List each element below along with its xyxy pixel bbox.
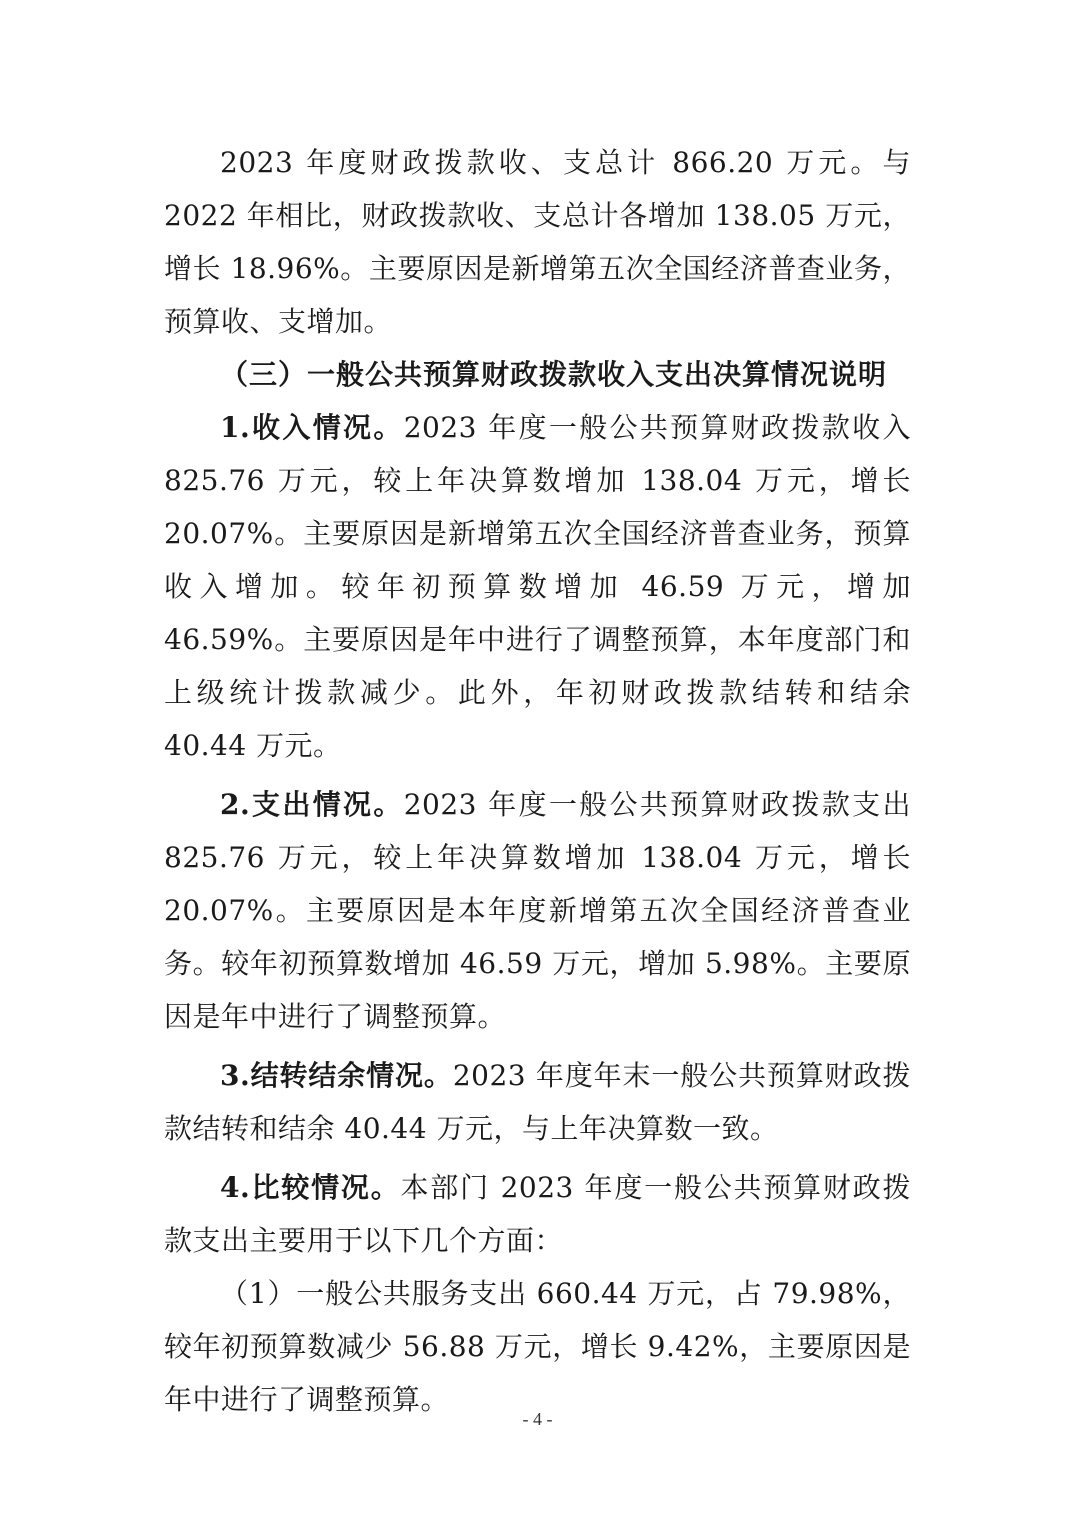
expense-lead: 2.支出情况。 (220, 788, 404, 821)
comparison-lead: 4.比较情况。 (220, 1171, 401, 1204)
paragraph-fiscal-total: 2023 年度财政拨款收、支总计 866.20 万元。与 2022 年相比，财政拨款收、支总计各增加 138.05 万元，增长 18.96%。主要原因是新增第五次全国经济普查业务，预算收、支增加。 (164, 146, 911, 338)
carryover-lead: 3.结转结余情况。 (220, 1059, 453, 1092)
carryover-body: 2023 年度年末一般公共预算财政拨款结转和结余 40.44 万元，与上年决算数一致。 (164, 1059, 911, 1145)
income-body: 2023 年度一般公共预算财政拨款收入 825.76 万元，较上年决算数增加 138.04 万元，增长 20.07%。主要原因是新增第五次全国经济普查业务，预算收入增加。较年初预算数增加 46.59 万元，增加 46.59%。主要原因是年中进行了调整预算，本年度部门和上级统计拨款减少。此外，年初财政拨款结转和结余 40.44 万元。 (164, 411, 911, 762)
paragraph-carryover (164, 1049, 911, 1155)
page-number: - 4 - (522, 1409, 553, 1429)
section-heading: （三）一般公共预算财政拨款收入支出决算情况说明 (220, 358, 888, 391)
paragraph-income (164, 401, 911, 772)
comparison-body: 本部门 2023 年度一般公共预算财政拨款支出主要用于以下几个方面： (164, 1171, 912, 1257)
income-lead: 1.收入情况。 (220, 411, 404, 444)
document-body (164, 136, 911, 1426)
paragraph-expense (164, 778, 911, 1043)
paragraph-comparison (164, 1161, 911, 1267)
paragraph-item-1: （1）一般公共服务支出 660.44 万元，占 79.98%，较年初预算数减少 56.88 万元，增长 9.42%，主要原因是年中进行了调整预算。 (164, 1277, 911, 1416)
expense-body: 2023 年度一般公共预算财政拨款支出 825.76 万元，较上年决算数增加 138.04 万元，增长 20.07%。主要原因是本年度新增第五次全国经济普查业务。较年初预算数增加 46.59 万元，增加 5.98%。主要原因是年中进行了调整预算。 (164, 788, 911, 1033)
